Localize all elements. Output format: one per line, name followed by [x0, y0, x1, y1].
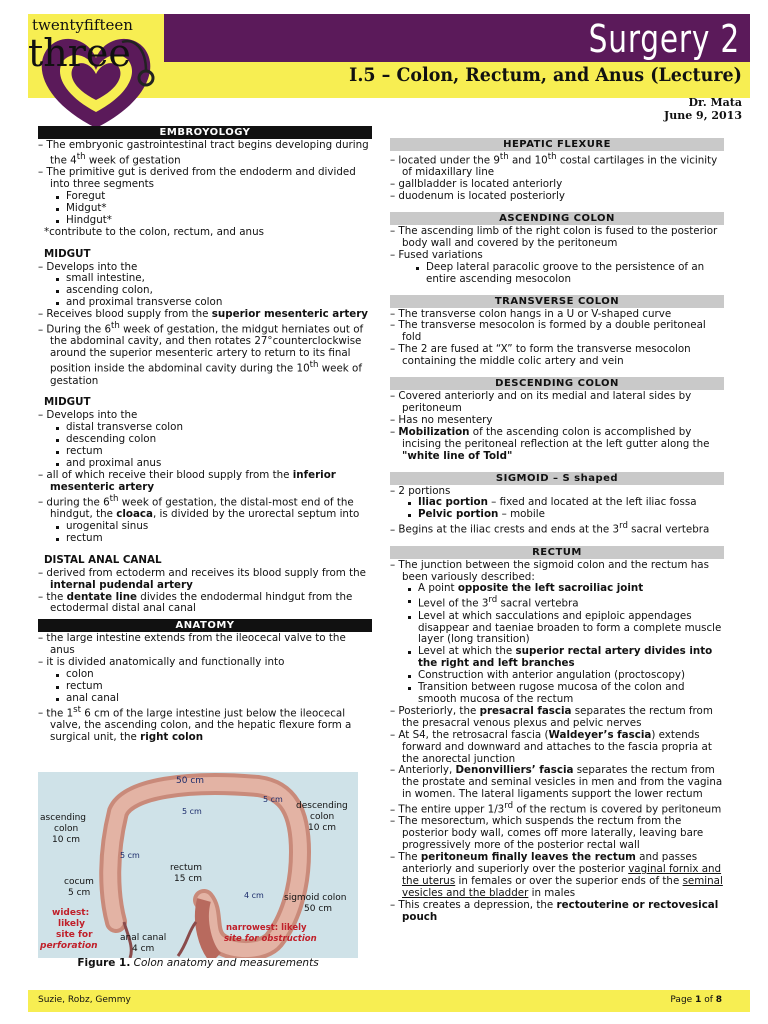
list-item: – the large intestine extends from the ileocecal valve to the anus — [38, 633, 372, 657]
list-item: – The transverse mesocolon is formed by a double peritoneal fold — [390, 320, 724, 344]
section-header-hepatic-flexure: HEPATIC FLEXURE — [390, 138, 724, 151]
list-item: rectum — [38, 681, 372, 693]
list-item: Foregut — [38, 191, 372, 203]
label-rectum: rectum — [170, 863, 202, 873]
list-item: – Develops into the — [38, 262, 372, 274]
list-item: ascending colon, — [38, 285, 372, 297]
list-item: Construction with anterior angulation (proctoscopy) — [390, 670, 724, 682]
list-item: – The peritoneum finally leaves the rectum and passes anteriorly and superiorly over the posterior vaginal fornix and the uterus in females or over the superior ends of the seminal vesicles and the bladder in males — [390, 852, 724, 900]
label-ascending: ascending — [40, 813, 87, 823]
label-sigmoid: sigmoid colon — [284, 893, 347, 903]
list-item: Level at which the superior rectal artery divides into the right and left branches — [390, 646, 724, 670]
list-item: – The mesorectum, which suspends the rectum from the posterior body wall, comes off more laterally, leaving bare progressively more of the posterior rectal wall — [390, 816, 724, 852]
list-item: – located under the 9th and 10th costal cartilages in the vicinity of midaxillary line — [390, 152, 724, 179]
label-colon: colon — [310, 812, 335, 822]
list-item: small intestine, — [38, 273, 372, 285]
lecturer-name: Dr. Mata — [688, 96, 742, 109]
label-descending: descending — [296, 801, 348, 811]
list-item: descending colon — [38, 434, 372, 446]
list-item: – Develops into the — [38, 410, 372, 422]
logo-text-main: three — [28, 31, 131, 75]
list-item: – The embryonic gastrointestinal tract begins developing during the 4th week of gestation — [38, 140, 372, 167]
list-item: Deep lateral paracolic groove to the persistence of an entire ascending mesocolon — [390, 262, 724, 286]
list-item: – derived from ectoderm and receives its blood supply from the internal pudendal artery — [38, 568, 372, 592]
label-10cm: 10 cm — [52, 835, 81, 845]
list-item: A point opposite the left sacroiliac joint — [390, 583, 724, 595]
lecture-date: June 9, 2013 — [664, 109, 742, 122]
list-item: and proximal transverse colon — [38, 297, 372, 309]
list-item: – Fused variations — [390, 250, 724, 262]
left-column — [38, 126, 372, 744]
list-item: – The primitive gut is derived from the endoderm and divided into three segments — [38, 167, 372, 191]
list-item: rectum — [38, 446, 372, 458]
list-item: – Covered anteriorly and on its medial and lateral sides by peritoneum — [390, 391, 724, 415]
list-item: – Mobilization of the ascending colon is accomplished by incising the peritoneal reflection at the left gutter along the "white line of Told" — [390, 427, 724, 463]
list-item: Pelvic portion – mobile — [390, 509, 724, 521]
list-item: – 2 portions — [390, 486, 724, 498]
list-item: – At S4, the retrosacral fascia (Waldeyer’s fascia) extends forward and downward and attaches to the fascia propria at the anorectal junction — [390, 730, 724, 766]
footer-bar — [28, 990, 750, 1012]
section-header-transverse-colon: TRANSVERSE COLON — [390, 295, 724, 308]
label-site-obstruction: site for obstruction — [224, 934, 317, 944]
section-header-rectum: RECTUM — [390, 546, 724, 559]
list-item: Hindgut* — [38, 215, 372, 227]
list-item: – gallbladder is located anteriorly — [390, 179, 724, 191]
list-item: Iliac portion – fixed and located at the left iliac fossa — [390, 497, 724, 509]
section-header-descending-colon: DESCENDING COLON — [390, 377, 724, 390]
list-item: and proximal anus — [38, 458, 372, 470]
label-cocum: cocum — [64, 877, 94, 887]
colon-anatomy-figure — [38, 772, 358, 958]
list-item: – the 1st 6 cm of the large intestine just below the ileocecal valve, the ascending colon, and the hepatic flexure form a surgical unit, the right colon — [38, 705, 372, 744]
list-item: – Has no mesentery — [390, 415, 724, 427]
label-perforation: perforation — [40, 941, 98, 951]
list-item: colon — [38, 669, 372, 681]
list-item: – During the 6th week of gestation, the midgut herniates out of the abdominal cavity, and then rotates 27°counterclockwise around the superior mesenteric artery to return to its final position inside the abdominal cavity during the 10th week of gestation — [38, 321, 372, 387]
list-item: – This creates a depression, the rectouterine or rectovesical pouch — [390, 900, 724, 924]
label-10cm: 10 cm — [308, 823, 337, 833]
label-colon: colon — [54, 824, 79, 834]
label-5cm: 5 cm — [263, 795, 283, 804]
list-item: – The ascending limb of the right colon is fused to the posterior body wall and covered by the peritoneum — [390, 226, 724, 250]
list-item: urogenital sinus — [38, 521, 372, 533]
footer-authors: Suzie, Robz, Gemmy — [38, 995, 131, 1005]
list-item: – The entire upper 1/3rd of the rectum is covered by peritoneum — [390, 801, 724, 816]
label-5cm: 5 cm — [68, 888, 91, 898]
list-item: – The 2 are fused at “X” to form the transverse mesocolon containing the middle colic artery and vein — [390, 344, 724, 368]
logo-text-top: twentyfifteen — [32, 16, 133, 34]
label-4cm: 4 cm — [244, 891, 264, 900]
list-item: – during the 6th week of gestation, the distal-most end of the hindgut, the cloaca, is divided by the urorectal septum into — [38, 494, 372, 521]
label-5cm: 5 cm — [120, 851, 140, 860]
section-header-embryology: EMBROYOLOGY — [38, 126, 372, 139]
list-item: – Posteriorly, the presacral fascia separates the rectum from the presacral venous plexus and pelvic nerves — [390, 706, 724, 730]
list-item: – all of which receive their blood supply from the inferior mesenteric artery — [38, 470, 372, 494]
list-item: Midgut* — [38, 203, 372, 215]
label-15cm: 15 cm — [174, 874, 203, 884]
list-item: Level at which sacculations and epiploic appendages disappear and taeniae broaden to form a complete muscle layer (long transition) — [390, 611, 724, 647]
label-4cm: 4 cm — [132, 944, 155, 954]
list-item: – The junction between the sigmoid colon and the rectum has been variously described: — [390, 560, 724, 584]
label-widest: widest: — [52, 908, 90, 918]
list-item: – The transverse colon hangs in a U or V-shaped curve — [390, 309, 724, 321]
list-item: distal transverse colon — [38, 422, 372, 434]
figure-caption: Figure 1. Colon anatomy and measurements — [77, 957, 319, 969]
section-header-ascending-colon: ASCENDING COLON — [390, 212, 724, 225]
list-item: – Receives blood supply from the superior mesenteric artery — [38, 309, 372, 321]
note-text: *contribute to the colon, rectum, and anus — [44, 225, 264, 238]
label-narrowest: narrowest: likely — [226, 923, 307, 933]
list-item: – it is divided anatomically and functionally into — [38, 657, 372, 669]
label-likely: likely — [58, 919, 85, 929]
label-5cm: 5 cm — [182, 807, 202, 816]
list-item: – Begins at the iliac crests and ends at the 3rd sacral vertebra — [390, 521, 724, 536]
label-50cm: 50 cm — [176, 776, 205, 786]
list-item: Transition between rugose mucosa of the colon and smooth mucosa of the rectum — [390, 682, 724, 706]
list-item: – duodenum is located posteriorly — [390, 191, 724, 203]
section-header-anatomy: ANATOMY — [38, 619, 372, 632]
page-number: Page 1 of 8 — [670, 995, 722, 1005]
subsection-title: MIDGUT — [44, 396, 91, 409]
logo-image — [26, 8, 166, 132]
list-item: – the dentate line divides the endodermal hindgut from the ectodermal distal anal canal — [38, 592, 372, 616]
subsection-title: DISTAL ANAL CANAL — [44, 553, 162, 566]
subsection-title: MIDGUT — [44, 247, 91, 260]
section-header-sigmoid: SIGMOID – S shaped — [390, 472, 724, 485]
list-item: rectum — [38, 533, 372, 545]
label-site-for: site for — [56, 930, 93, 940]
list-item: – Anteriorly, Denonvilliers’ fascia separates the rectum from the prostate and seminal vesicles in men and from the vagina in women. The lateral ligaments support the lower rectum — [390, 765, 724, 801]
course-title: Surgery 2 — [588, 17, 740, 61]
list-item: anal canal — [38, 693, 372, 705]
right-column — [390, 138, 724, 924]
lecture-title: I.5 – Colon, Rectum, and Anus (Lecture) — [349, 64, 742, 86]
label-50cm: 50 cm — [304, 904, 333, 914]
label-anal-canal: anal canal — [120, 933, 167, 943]
list-item: Level of the 3rd sacral vertebra — [390, 595, 724, 610]
